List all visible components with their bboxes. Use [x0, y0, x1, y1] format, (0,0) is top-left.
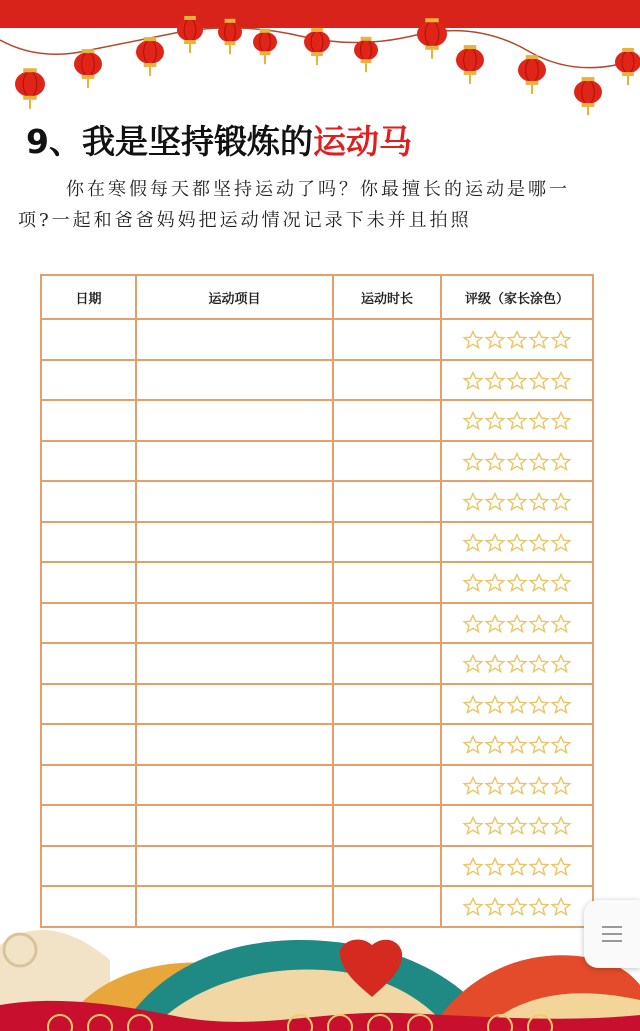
lantern-icon — [218, 19, 242, 54]
cell-activity[interactable] — [136, 319, 333, 360]
cell-activity[interactable] — [136, 481, 333, 522]
star-outline-icon[interactable] — [462, 533, 484, 552]
star-rating — [462, 329, 572, 349]
star-outline-icon[interactable] — [506, 452, 528, 471]
cell-duration[interactable] — [333, 765, 441, 806]
star-outline-icon[interactable] — [506, 654, 528, 673]
cell-rating — [441, 481, 593, 522]
star-outline-icon[interactable] — [528, 371, 550, 390]
star-outline-icon[interactable] — [484, 695, 506, 714]
star-outline-icon[interactable] — [484, 654, 506, 673]
cell-activity[interactable] — [136, 400, 333, 441]
star-outline-icon[interactable] — [506, 533, 528, 552]
lantern-icon — [417, 18, 447, 59]
cell-activity[interactable] — [136, 805, 333, 846]
cell-rating — [441, 724, 593, 765]
cell-duration[interactable] — [333, 846, 441, 887]
lantern-garland — [0, 0, 640, 115]
star-outline-icon[interactable] — [550, 695, 572, 714]
title-highlight: 运动马 — [312, 122, 412, 161]
cell-duration[interactable] — [333, 562, 441, 603]
star-outline-icon[interactable] — [506, 573, 528, 592]
cell-rating — [441, 360, 593, 401]
table-row — [41, 319, 593, 360]
table-row — [41, 643, 593, 684]
star-outline-icon[interactable] — [484, 411, 506, 430]
star-outline-icon[interactable] — [528, 735, 550, 754]
header-rating: 评级（家长涂色） — [441, 275, 593, 319]
star-outline-icon[interactable] — [462, 816, 484, 835]
star-outline-icon[interactable] — [506, 411, 528, 430]
star-outline-icon[interactable] — [506, 857, 528, 876]
cell-date[interactable] — [41, 481, 136, 522]
cell-date[interactable] — [41, 400, 136, 441]
intro-text: 你在寒假每天都坚持运动了吗？你最擅长的运动是哪一项?一起和爸爸妈妈把运动情况记录下未并且拍照 — [18, 179, 570, 231]
cell-activity[interactable] — [136, 441, 333, 482]
star-outline-icon[interactable] — [528, 411, 550, 430]
star-outline-icon[interactable] — [528, 614, 550, 633]
table-row — [41, 400, 593, 441]
star-outline-icon[interactable] — [550, 614, 572, 633]
star-outline-icon[interactable] — [462, 614, 484, 633]
star-outline-icon[interactable] — [550, 371, 572, 390]
table-row — [41, 360, 593, 401]
cell-date[interactable] — [41, 643, 136, 684]
cell-rating — [441, 846, 593, 887]
cell-rating — [441, 562, 593, 603]
star-outline-icon[interactable] — [528, 573, 550, 592]
cell-duration[interactable] — [333, 603, 441, 644]
star-outline-icon[interactable] — [528, 695, 550, 714]
star-outline-icon[interactable] — [484, 573, 506, 592]
star-outline-icon[interactable] — [462, 330, 484, 349]
star-outline-icon[interactable] — [506, 614, 528, 633]
header-activity: 运动项目 — [136, 275, 333, 319]
star-outline-icon[interactable] — [484, 614, 506, 633]
lantern-icon — [518, 55, 546, 94]
lantern-icon — [304, 28, 330, 65]
title-text: 我是坚持锻炼的 — [81, 122, 313, 161]
star-outline-icon[interactable] — [462, 857, 484, 876]
menu-button[interactable] — [584, 900, 640, 968]
cell-activity[interactable] — [136, 603, 333, 644]
cell-date[interactable] — [41, 360, 136, 401]
star-outline-icon[interactable] — [484, 735, 506, 754]
table-row — [41, 481, 593, 522]
lantern-icon — [456, 45, 484, 84]
star-outline-icon[interactable] — [550, 533, 572, 552]
cell-activity[interactable] — [136, 562, 333, 603]
star-rating — [462, 370, 572, 390]
star-outline-icon[interactable] — [550, 452, 572, 471]
star-outline-icon[interactable] — [506, 371, 528, 390]
table-row — [41, 603, 593, 644]
star-rating — [462, 572, 572, 592]
table-header-row — [41, 275, 593, 319]
header-date: 日期 — [41, 275, 136, 319]
star-outline-icon[interactable] — [528, 776, 550, 795]
cell-date[interactable] — [41, 603, 136, 644]
cell-rating — [441, 603, 593, 644]
star-outline-icon[interactable] — [506, 816, 528, 835]
star-outline-icon[interactable] — [506, 735, 528, 754]
star-outline-icon[interactable] — [528, 816, 550, 835]
star-outline-icon[interactable] — [506, 695, 528, 714]
exercise-log-table — [40, 274, 594, 928]
star-outline-icon[interactable] — [462, 695, 484, 714]
star-outline-icon[interactable] — [550, 735, 572, 754]
lantern-icon — [574, 77, 602, 115]
table-row — [41, 522, 593, 563]
star-outline-icon[interactable] — [484, 371, 506, 390]
star-outline-icon[interactable] — [506, 492, 528, 511]
star-rating — [462, 653, 572, 673]
star-outline-icon[interactable] — [484, 816, 506, 835]
star-outline-icon[interactable] — [550, 492, 572, 511]
cell-date[interactable] — [41, 522, 136, 563]
lantern-icon — [253, 29, 277, 64]
star-rating — [462, 775, 572, 795]
cell-rating — [441, 441, 593, 482]
cell-rating — [441, 522, 593, 563]
cell-duration[interactable] — [333, 400, 441, 441]
lantern-icon — [177, 16, 203, 53]
cell-activity[interactable] — [136, 684, 333, 725]
cell-rating — [441, 643, 593, 684]
cell-duration[interactable] — [333, 522, 441, 563]
star-rating — [462, 734, 572, 754]
star-outline-icon[interactable] — [550, 573, 572, 592]
cell-duration[interactable] — [333, 805, 441, 846]
table-row — [41, 684, 593, 725]
lantern-icon — [74, 49, 102, 88]
cell-date[interactable] — [41, 319, 136, 360]
table-row — [41, 846, 593, 887]
cell-activity[interactable] — [136, 846, 333, 887]
star-outline-icon[interactable] — [528, 654, 550, 673]
cell-date[interactable] — [41, 684, 136, 725]
star-outline-icon[interactable] — [528, 330, 550, 349]
lantern-icon — [15, 68, 45, 109]
page-title — [26, 116, 412, 163]
star-outline-icon[interactable] — [484, 776, 506, 795]
cell-duration[interactable] — [333, 684, 441, 725]
star-rating — [462, 491, 572, 511]
cell-date[interactable] — [41, 562, 136, 603]
star-outline-icon[interactable] — [484, 533, 506, 552]
star-outline-icon[interactable] — [528, 533, 550, 552]
star-outline-icon[interactable] — [528, 492, 550, 511]
star-outline-icon[interactable] — [550, 654, 572, 673]
star-outline-icon[interactable] — [528, 857, 550, 876]
cell-date[interactable] — [41, 805, 136, 846]
star-outline-icon[interactable] — [462, 411, 484, 430]
title-number: 9、 — [26, 122, 82, 161]
star-outline-icon[interactable] — [484, 857, 506, 876]
star-outline-icon[interactable] — [550, 776, 572, 795]
star-rating — [462, 815, 572, 835]
cell-date[interactable] — [41, 765, 136, 806]
cell-activity[interactable] — [136, 360, 333, 401]
cell-duration[interactable] — [333, 441, 441, 482]
star-outline-icon[interactable] — [462, 492, 484, 511]
cell-duration[interactable] — [333, 643, 441, 684]
cell-date[interactable] — [41, 724, 136, 765]
table-row — [41, 805, 593, 846]
star-outline-icon[interactable] — [484, 452, 506, 471]
star-outline-icon[interactable] — [506, 776, 528, 795]
star-outline-icon[interactable] — [462, 452, 484, 471]
table-row — [41, 724, 593, 765]
cell-duration[interactable] — [333, 724, 441, 765]
star-outline-icon[interactable] — [484, 492, 506, 511]
cell-activity[interactable] — [136, 765, 333, 806]
lantern-icon — [136, 37, 164, 76]
star-outline-icon[interactable] — [550, 330, 572, 349]
star-outline-icon[interactable] — [462, 371, 484, 390]
cell-duration[interactable] — [333, 319, 441, 360]
star-outline-icon[interactable] — [462, 776, 484, 795]
star-outline-icon[interactable] — [462, 573, 484, 592]
cell-activity[interactable] — [136, 522, 333, 563]
star-outline-icon[interactable] — [550, 816, 572, 835]
star-rating — [462, 451, 572, 471]
star-outline-icon[interactable] — [550, 411, 572, 430]
star-outline-icon[interactable] — [462, 654, 484, 673]
cell-duration[interactable] — [333, 481, 441, 522]
cell-date[interactable] — [41, 441, 136, 482]
lantern-icon — [615, 48, 640, 85]
star-outline-icon[interactable] — [484, 330, 506, 349]
cell-duration[interactable] — [333, 360, 441, 401]
star-rating — [462, 613, 572, 633]
star-rating — [462, 532, 572, 552]
star-outline-icon[interactable] — [462, 735, 484, 754]
menu-lines-icon — [600, 923, 624, 945]
cell-rating — [441, 805, 593, 846]
cell-activity[interactable] — [136, 643, 333, 684]
cell-rating — [441, 684, 593, 725]
star-outline-icon[interactable] — [506, 330, 528, 349]
star-rating — [462, 410, 572, 430]
cell-date[interactable] — [41, 846, 136, 887]
star-outline-icon[interactable] — [528, 452, 550, 471]
table-row — [41, 562, 593, 603]
cell-rating — [441, 765, 593, 806]
star-outline-icon[interactable] — [550, 857, 572, 876]
table-row — [41, 441, 593, 482]
cell-activity[interactable] — [136, 724, 333, 765]
star-rating — [462, 694, 572, 714]
cell-rating — [441, 400, 593, 441]
bottom-decoration — [0, 905, 640, 1031]
star-rating — [462, 856, 572, 876]
table-row — [41, 765, 593, 806]
header-duration: 运动时长 — [333, 275, 441, 319]
cell-rating — [441, 319, 593, 360]
